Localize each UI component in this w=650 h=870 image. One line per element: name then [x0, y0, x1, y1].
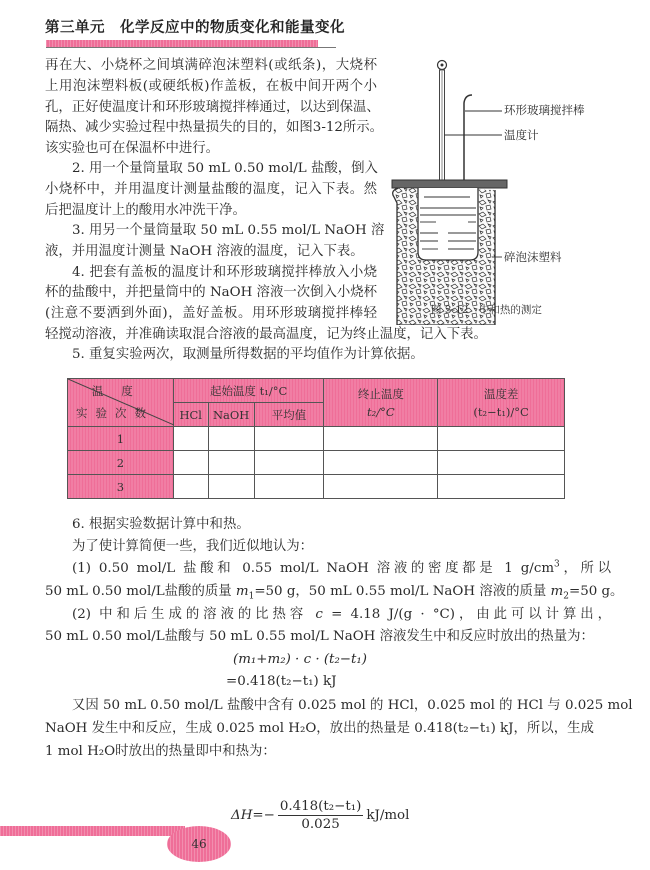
footer-decoration-bar [0, 826, 185, 836]
trial-number: 1 [68, 427, 174, 451]
item-1-line-2 [45, 584, 623, 600]
chapter-title: 第三单元 化学反应中的物质变化和能量变化 [45, 20, 345, 36]
item-2-line-2: 50 mL 0.50 mol/L盐酸与 50 mL 0.55 mol/L NaOH 溶液发生中和反应时放出的热量为： [45, 629, 594, 644]
page-number: 46 [191, 837, 207, 851]
cell-average [254, 427, 324, 451]
var-m2: m [550, 584, 564, 599]
fraction-denominator: 0.025 [301, 817, 340, 832]
label-thermometer: 温度计 [504, 128, 539, 142]
corner-label-trial: 实验次数 [76, 406, 154, 420]
superscript: 3 [554, 559, 560, 570]
delta-h-unit: kJ/mol [366, 808, 410, 823]
text-line: 5. 重复实验两次，取测量所得数据的平均值作为计算依据。 [72, 347, 424, 362]
subheader-average: 平均值 [254, 403, 324, 427]
text-span: =50 g，50 mL 0.55 mol/L NaOH 溶液的质量 [254, 584, 551, 599]
cell-naoh [208, 475, 254, 499]
text-line: 小烧杯中，并用温度计测量盐酸的温度，记入下表。然 [45, 182, 377, 197]
fraction [278, 799, 364, 832]
text-line: 轻搅动溶液，并准确读取混合溶液的最高温度，记为终止温度，记入下表。 [45, 327, 487, 342]
cell-hcl [173, 475, 208, 499]
subheader-naoh: NaOH [208, 403, 254, 427]
header-decoration-bar [46, 40, 318, 47]
text-span: = 4.18 J/(g · °C)，由此可以计算出， [322, 607, 611, 622]
text-line: 后把温度计上的酸用水冲洗干净。 [45, 203, 246, 218]
corner-label-temperature: 温度 [91, 384, 151, 398]
text-line: 该实验也可在保温杯中进行。 [45, 141, 220, 156]
text-line: 4. 把套有盖板的温度计和环形玻璃搅拌棒放入小烧 [72, 265, 377, 280]
text-span: 50 mL 0.50 mol/L盐酸的质量 [45, 584, 236, 599]
header-end-temp [324, 379, 438, 427]
text-line: 上用泡沫塑料板(或硬纸板)作盖板，在板中间开两个小 [45, 79, 377, 94]
para-3-line-2: NaOH 发生中和反应，生成 0.025 mol H₂O，放出的热量是 0.418(t₂−t₁) kJ，所以，生成 [45, 721, 594, 736]
header-rule [46, 47, 336, 48]
item-1-line-1 [45, 561, 611, 577]
table-row [68, 475, 565, 499]
trial-number: 2 [68, 451, 174, 475]
cell-temp-diff [438, 475, 565, 499]
text-line: 2. 用一个量筒量取 50 mL 0.50 mol/L 盐酸，倒入 [72, 161, 378, 176]
formula-delta-h [214, 762, 409, 870]
subheader-hcl: HCl [173, 403, 208, 427]
text-span: (1) 0.50 mol/L 盐酸和 0.55 mol/L NaOH 溶液的密度都是 1 g/cm [72, 561, 555, 576]
table-row [68, 427, 565, 451]
header-temp-diff [438, 379, 565, 427]
calorimeter-diagram [380, 55, 600, 325]
label-stirrer: 环形玻璃搅拌棒 [504, 103, 585, 117]
header-temp-diff-label: 温度差 [483, 386, 519, 401]
text-line: (注意不要洒到外面)，盖好盖板。用环形玻璃搅拌棒轻 [45, 306, 377, 321]
formula-heat-2: =0.418(t₂−t₁) kJ [226, 674, 337, 689]
delta-h-lhs: ΔH=− [231, 808, 275, 823]
cell-average [254, 451, 324, 475]
cell-naoh [208, 451, 254, 475]
formula-heat-1: (m₁+m₂) · c · (t₂−t₁) [233, 652, 368, 667]
fraction-numerator: 0.418(t₂−t₁) [279, 799, 362, 814]
cell-end-temp [324, 451, 438, 475]
text-span: =50 g。 [568, 584, 624, 599]
cell-average [254, 475, 324, 499]
var-m1: m [235, 584, 249, 599]
cell-naoh [208, 427, 254, 451]
text-line: 隔热、减少实验过程中热量损失的目的，如图3-12所示。 [45, 120, 384, 135]
header-start-temp: 起始温度 t₁/°C [173, 379, 324, 403]
cell-hcl [173, 427, 208, 451]
approx-intro: 为了使计算简便一些，我们近似地认为： [72, 539, 314, 554]
step-6: 6. 根据实验数据计算中和热。 [72, 517, 250, 532]
cell-end-temp [324, 475, 438, 499]
figure-calorimeter [380, 55, 600, 325]
cell-temp-diff [438, 427, 565, 451]
cell-temp-diff [438, 451, 565, 475]
text-line: 液，并用温度计测量 NaOH 溶液的温度，记入下表。 [45, 244, 364, 259]
header-end-temp-unit: t₂/°C [367, 404, 395, 419]
table-corner-header [68, 379, 174, 427]
text-span: (2) 中和后生成的溶液的比热容 [72, 607, 316, 622]
subscript: 2 [563, 591, 569, 602]
label-foam: 碎泡沫塑料 [504, 250, 562, 264]
para-3-line-1: 又因 50 mL 0.50 mol/L 盐酸中含有 0.025 mol 的 HCl，0.025 mol 的 HCl 与 0.025 mol [72, 698, 633, 713]
subscript: 1 [248, 591, 255, 602]
var-c: c [315, 607, 323, 622]
text-line: 3. 用另一个量筒量取 50 mL 0.55 mol/L NaOH 溶 [72, 223, 385, 238]
data-table [67, 378, 565, 499]
header-temp-diff-unit: (t₂−t₁)/°C [473, 404, 529, 419]
table-row [68, 451, 565, 475]
text-span: ，所以 [559, 561, 612, 576]
text-line: 再在大、小烧杯之间填满碎泡沫塑料(或纸条)，大烧杯 [45, 58, 377, 73]
figure-caption: 图 3-12 中和热的测定 [431, 304, 542, 316]
para-3-line-3: 1 mol H₂O时放出的热量即中和热为： [45, 744, 276, 759]
item-2-line-1 [45, 607, 611, 623]
cell-end-temp [324, 427, 438, 451]
trial-number: 3 [68, 475, 174, 499]
header-end-temp-label: 终止温度 [357, 386, 404, 401]
cell-hcl [173, 451, 208, 475]
text-line: 杯的盐酸中，并把量筒中的 NaOH 溶液一次倒入小烧杯 [45, 285, 378, 300]
text-line: 孔，正好使温度计和环形玻璃搅拌棒通过，以达到保温、 [45, 100, 380, 115]
